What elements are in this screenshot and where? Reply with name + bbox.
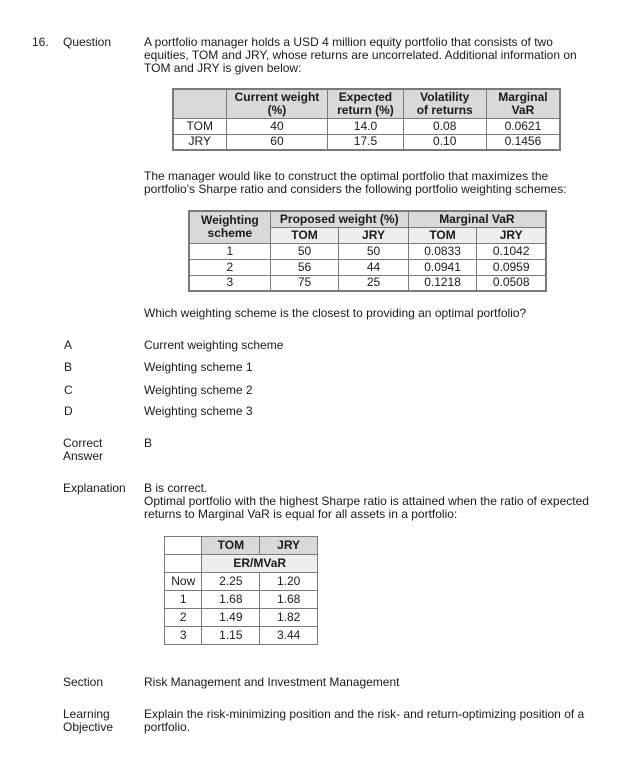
question-number: 16. (32, 35, 49, 49)
table2-cell: 0.0941 (408, 259, 477, 275)
explanation-line: returns to Marginal VaR is equal for all assets in a portfolio: (144, 507, 458, 521)
weighting-scheme-table (188, 210, 547, 292)
table3-corner (165, 537, 202, 555)
table3-header-tom: TOM (202, 537, 260, 555)
table-row (173, 118, 560, 134)
explanation-first-line: B is correct. (144, 481, 208, 495)
table1-cell: 0.0621 (486, 118, 560, 134)
table3-cell: 2 (165, 609, 202, 627)
table2-cell: 50 (339, 243, 408, 259)
table3-subheader: ER/MVaR (202, 555, 318, 573)
option-letter-d: D (64, 404, 73, 418)
table2-cell: 1 (189, 243, 270, 259)
middle-line: The manager would like to construct the optimal portfolio that maximizes the (144, 169, 549, 183)
table2-cell: 50 (270, 243, 339, 259)
table3-cell: 1.20 (260, 573, 318, 591)
option-letter-c: C (64, 383, 73, 397)
table1-cell: 40 (226, 118, 328, 134)
table3-cell: 3 (165, 627, 202, 645)
table3-cell: 3.44 (260, 627, 318, 645)
table2-subheader: TOM (270, 227, 339, 243)
table1-cell: 17.5 (328, 134, 403, 150)
table1-header-expected-return: Expected return (%) (328, 89, 403, 118)
table2-cell: 2 (189, 259, 270, 275)
explanation-text (144, 482, 614, 521)
table1-cell: 0.10 (403, 134, 486, 150)
table3-cell: Now (165, 573, 202, 591)
table2-cell: 25 (339, 275, 408, 291)
correct-answer-value: B (144, 436, 153, 450)
table1-cell: 0.1456 (486, 134, 560, 150)
table3-cell: 1.49 (202, 609, 260, 627)
table2-subheader: JRY (339, 227, 408, 243)
table-row (165, 591, 318, 609)
table3-cell: 1.82 (260, 609, 318, 627)
table3-cell: 1.15 (202, 627, 260, 645)
question-middle-text (144, 170, 604, 196)
intro-line: equities, TOM and JRY, whose returns are uncorrelated. Additional information on (144, 48, 577, 62)
intro-line: TOM and JRY is given below: (144, 61, 302, 75)
table1-cell: 0.08 (403, 118, 486, 134)
table-row (165, 609, 318, 627)
table2-cell: 0.0959 (477, 259, 546, 275)
table2-cell: 0.1218 (408, 275, 477, 291)
table-row (173, 134, 560, 150)
table1-corner (173, 89, 226, 118)
table-row (189, 243, 546, 259)
table1-cell: 14.0 (328, 118, 403, 134)
explanation-label: Explanation (63, 481, 126, 495)
table3-cell: 1.68 (202, 591, 260, 609)
option-text-a: Current weighting scheme (144, 338, 284, 352)
table2-cell: 44 (339, 259, 408, 275)
table2-cell: 0.1042 (477, 243, 546, 259)
table2-header-proposed-weight: Proposed weight (%) (270, 211, 408, 227)
explanation-line: Optimal portfolio with the highest Sharpe ratio is attained when the ratio of expected (144, 494, 589, 508)
table2-header-scheme: Weighting scheme (189, 211, 270, 243)
er-mvar-table (164, 536, 318, 645)
table1-header-marginal-var: Marginal VaR (486, 89, 560, 118)
option-text-c: Weighting scheme 2 (144, 383, 253, 397)
table1-cell: TOM (173, 118, 226, 134)
option-text-b: Weighting scheme 1 (144, 360, 253, 374)
learning-objective-value: Explain the risk-minimizing position and the risk- and return-optimizing position of a portfolio. (144, 707, 585, 734)
table2-cell: 0.0833 (408, 243, 477, 259)
section-value: Risk Management and Investment Management (144, 675, 400, 689)
table-row (165, 627, 318, 645)
intro-line: A portfolio manager holds a USD 4 million equity portfolio that consists of two (144, 35, 553, 49)
table3-blank (165, 555, 202, 573)
table2-header-marginal-var: Marginal VaR (408, 211, 546, 227)
section-label: Section (63, 675, 104, 689)
table3-cell: 2.25 (202, 573, 260, 591)
table-row (189, 259, 546, 275)
middle-line: portfolio's Sharpe ratio and considers the following portfolio weighting schemes: (144, 182, 567, 196)
table1-cell: JRY (173, 134, 226, 150)
table1-header-current-weight: Current weight (%) (226, 89, 328, 118)
table3-cell: 1 (165, 591, 202, 609)
table1-header-volatility: Volatility of returns (403, 89, 486, 118)
table2-cell: 56 (270, 259, 339, 275)
option-letter-b: B (64, 360, 73, 374)
table-row (165, 573, 318, 591)
option-letter-a: A (64, 338, 73, 352)
table2-subheader: TOM (408, 227, 477, 243)
table3-cell: 1.68 (260, 591, 318, 609)
table2-cell: 3 (189, 275, 270, 291)
question-prompt: Which weighting scheme is the closest to providing an optimal portfolio? (144, 306, 527, 320)
table2-cell: 75 (270, 275, 339, 291)
learning-objective-label: Learning Objective (63, 707, 114, 734)
table3-header-jry: JRY (260, 537, 318, 555)
table2-cell: 0.0508 (477, 275, 546, 291)
question-label: Question (63, 35, 112, 49)
table1-cell: 60 (226, 134, 328, 150)
question-intro (144, 36, 604, 75)
stock-info-table (172, 88, 561, 151)
table-row (189, 275, 546, 291)
option-text-d: Weighting scheme 3 (144, 404, 253, 418)
table2-subheader: JRY (477, 227, 546, 243)
correct-answer-label: Correct Answer (63, 436, 104, 463)
